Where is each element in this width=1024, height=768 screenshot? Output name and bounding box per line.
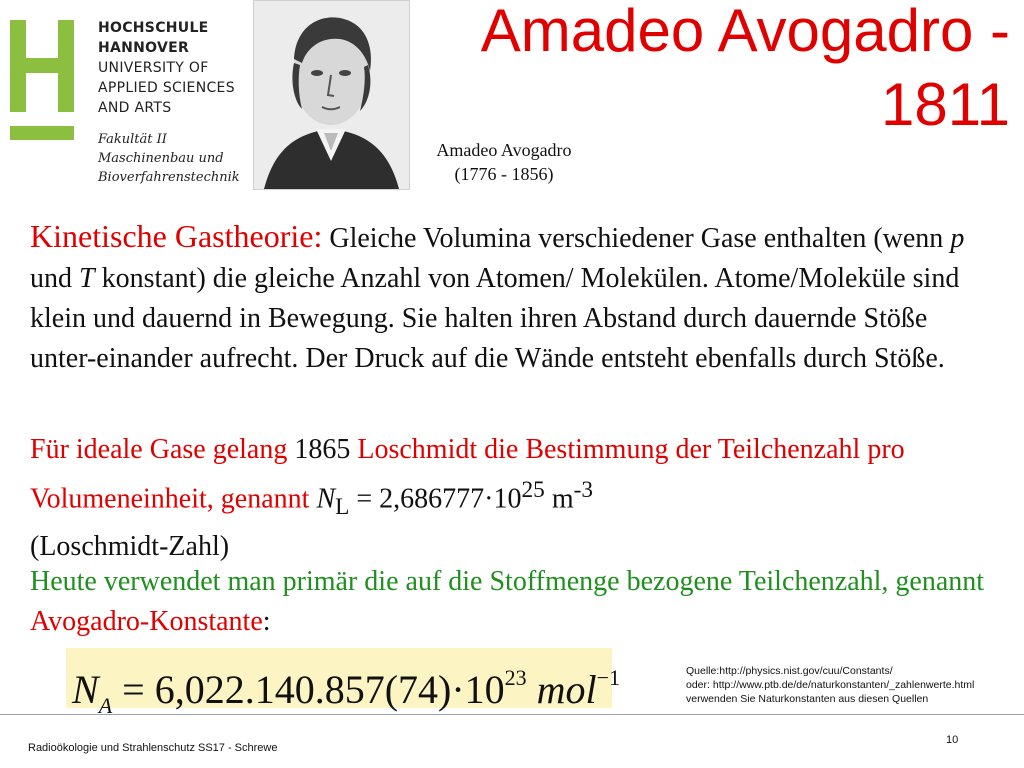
logo-line: AND ARTS <box>98 100 172 116</box>
subscript-a: A <box>98 693 113 718</box>
year-1865: 1865 <box>294 434 351 465</box>
footer-course: Radioökologie und Strahlenschutz SS17 - Schrewe <box>28 742 278 754</box>
paragraph-lead: Kinetische Gastheorie: <box>30 218 323 254</box>
paragraph-text: und <box>30 263 79 294</box>
caption-name: Amadeo Avogadro <box>436 140 572 160</box>
avogadro-constant-paragraph <box>30 562 990 642</box>
faculty-line: Bioverfahrenstechnik <box>98 170 240 185</box>
paragraph-text: Loschmidt die Bestimmung der Teilchenzahl pro Volumeneinheit, genannt <box>30 434 905 515</box>
formula-unit: mol <box>526 667 597 712</box>
logo-line: HANNOVER <box>98 40 190 56</box>
university-logo-icon <box>8 20 78 144</box>
paragraph-text: Für ideale Gase gelang <box>30 434 295 465</box>
logo-line: UNIVERSITY OF <box>98 60 209 76</box>
faculty-line: Maschinenbau und <box>98 151 224 166</box>
faculty-name <box>98 130 240 187</box>
portrait-caption <box>415 138 593 186</box>
logo-line: HOCHSCHULE <box>98 20 209 36</box>
formula-value: = 6,022.140.857(74)·10 <box>112 667 505 712</box>
university-name <box>98 18 235 118</box>
faculty-line: Fakultät II <box>98 132 167 147</box>
logo-line: APPLIED SCIENCES <box>98 80 235 96</box>
subscript-l: L <box>335 493 350 520</box>
slide-title <box>410 0 1010 142</box>
paragraph-text: Gleiche Volumina verschiedener Gase enthalten (wenn <box>322 223 951 254</box>
symbol-p: p <box>950 223 965 254</box>
source-link[interactable]: Quelle:http://physics.nist.gov/cuu/Constants/ <box>686 665 893 677</box>
source-note <box>686 664 1016 706</box>
loschmidt-name: (Loschmidt-Zahl) <box>30 530 230 562</box>
portrait-engraving-icon <box>254 1 409 189</box>
colon: : <box>262 606 271 637</box>
source-hint: verwenden Sie Naturkonstanten aus diesen Quellen <box>686 693 929 705</box>
title-line: 1811 <box>880 71 1010 138</box>
source-link[interactable]: oder: http://www.ptb.de/de/naturkonstanten/_zahlenwerte.html <box>686 679 975 691</box>
formula-exponent: 23 <box>504 665 527 690</box>
loschmidt-value: = 2,686777·10 <box>349 483 522 515</box>
paragraph-text: konstant) die gleiche Anzahl von Atomen/ Molekülen. Atome/Moleküle sind klein und dauernd in Bewegung. Sie halten ihren Abstand durch dauernde Stöße unter-einander aufrecht. Der Druck auf die Wände entsteht ebenfalls durch Stöße. <box>30 263 960 374</box>
page-number: 10 <box>946 734 959 746</box>
symbol-n: N <box>72 667 99 712</box>
formula-unit-exponent: −1 <box>596 665 621 690</box>
avogadro-constant-term: Avogadro-Konstante <box>30 606 263 637</box>
unit-exponent: -3 <box>573 477 594 503</box>
paragraph-text: Heute verwendet man primär die auf die Stoffmenge bezogene Teilchenzahl, genannt <box>30 566 985 597</box>
title-line: Amadeo Avogadro - <box>480 0 1010 64</box>
footer-divider <box>0 714 1024 715</box>
unit: m <box>544 483 574 515</box>
avogadro-formula <box>72 650 620 734</box>
kinetic-gas-theory-paragraph <box>30 216 990 379</box>
exponent: 25 <box>521 477 545 503</box>
symbol-t: T <box>79 263 95 294</box>
loschmidt-paragraph <box>30 430 990 567</box>
symbol-n: N <box>316 483 336 515</box>
avogadro-portrait <box>253 0 410 190</box>
caption-years: (1776 - 1856) <box>454 164 554 184</box>
